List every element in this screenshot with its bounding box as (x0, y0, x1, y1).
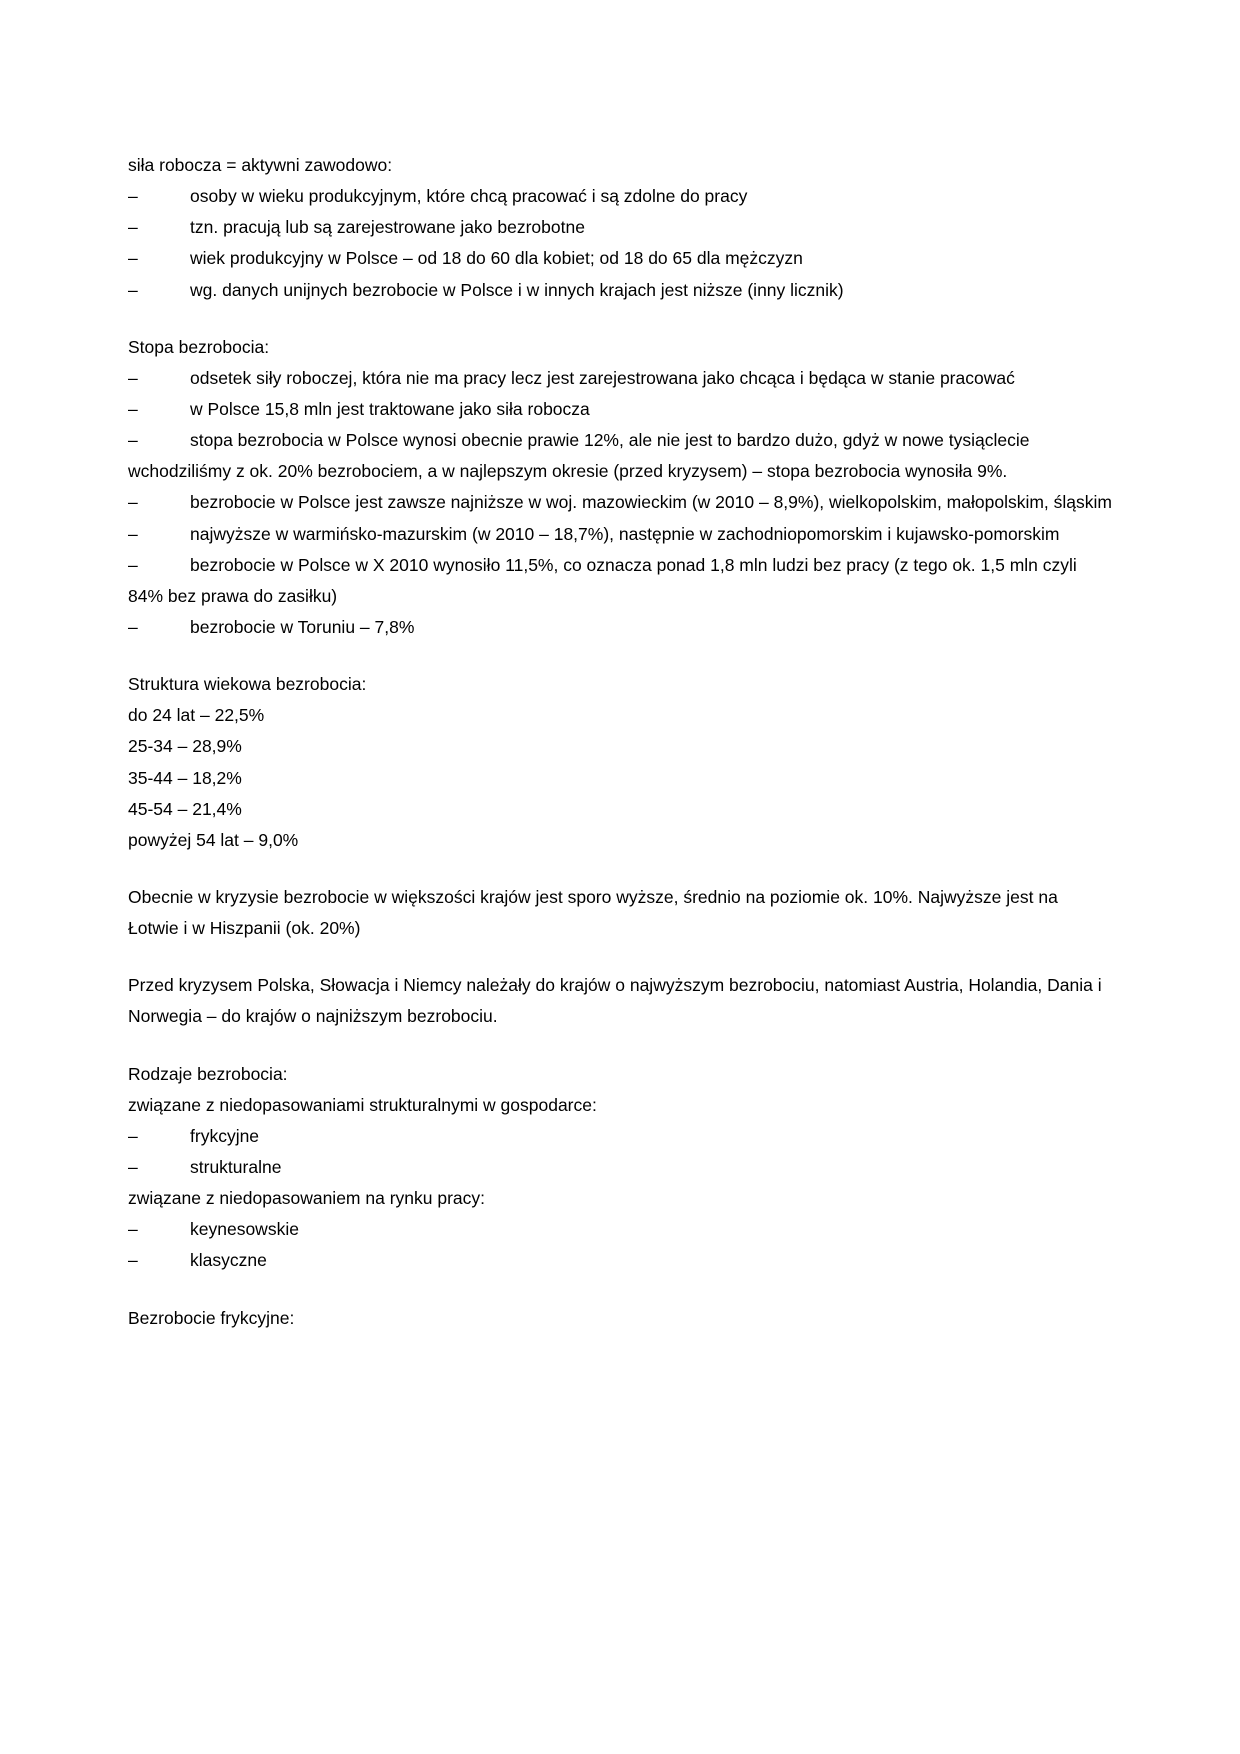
list-item (128, 612, 1112, 643)
list-item (128, 425, 1112, 487)
paragraph-kryzys: Obecnie w kryzysie bezrobocie w większości krajów jest sporo wyższe, średnio na poziomie ok. 10%. Najwyższe jest na Łotwie i w Hiszpanii (ok. 20%) (128, 886, 1058, 939)
list-item (128, 212, 1112, 243)
list-item (128, 1214, 1112, 1245)
list-item-text: tzn. pracują lub są zarejestrowane jako bezrobotne (190, 217, 585, 238)
list-item-text: keynesowskie (190, 1219, 299, 1240)
dash-marker: – (128, 279, 138, 300)
list-item (128, 1152, 1112, 1183)
dash-marker: – (128, 1250, 138, 1271)
dash-marker: – (128, 1219, 138, 1240)
spacer (128, 306, 1112, 332)
list-item-text: osoby w wieku produkcyjnym, które chcą pracować i są zdolne do pracy (190, 186, 748, 207)
dash-marker: – (128, 217, 138, 238)
dash-marker: – (128, 430, 138, 451)
list-item-text: bezrobocie w Toruniu – 7,8% (190, 616, 415, 637)
list-item-text: w Polsce 15,8 mln jest traktowane jako siła robocza (190, 398, 590, 419)
heading-bezrobocie-frykcyjne: Bezrobocie frykcyjne: (128, 1307, 295, 1328)
list-item (128, 363, 1112, 394)
list-item (128, 243, 1112, 274)
dash-marker: – (128, 186, 138, 207)
heading-struktura-wiekowa: Struktura wiekowa bezrobocia: (128, 674, 367, 695)
list-item-text: stopa bezrobocia w Polsce wynosi obecnie prawie 12%, ale nie jest to bardzo dużo, gdyż w nowe tysiąclecie wchodziliśmy z ok. 20% bezrobociem, a w najlepszym okresie (przed kryzysem) – stopa bezrobocia wynosiła 9%. (128, 430, 1030, 482)
struktura-line: 45-54 – 21,4% (128, 798, 242, 819)
dash-marker: – (128, 523, 138, 544)
dash-marker: – (128, 398, 138, 419)
list-item-text: wiek produkcyjny w Polsce – od 18 do 60 dla kobiet; od 18 do 65 dla mężczyzn (190, 248, 803, 269)
list-item-text: odsetek siły roboczej, która nie ma pracy lecz jest zarejestrowana jako chcąca i będąca w stanie pracować (190, 367, 1015, 388)
heading-stopa-bezrobocia: Stopa bezrobocia: (128, 336, 270, 357)
heading-sila-robocza: siła robocza = aktywni zawodowo: (128, 155, 393, 175)
list-item (128, 275, 1112, 306)
spacer (128, 1277, 1112, 1303)
list-item (128, 1121, 1112, 1152)
dash-marker: – (128, 1125, 138, 1146)
struktura-line: powyżej 54 lat – 9,0% (128, 829, 299, 850)
list-item-text: frykcyjne (190, 1125, 260, 1146)
struktura-line: 25-34 – 28,9% (128, 736, 242, 757)
dash-marker: – (128, 554, 138, 575)
document-body (128, 150, 1112, 1334)
spacer (128, 944, 1112, 970)
list-item (128, 550, 1112, 612)
dash-marker: – (128, 492, 138, 513)
list-item-text: najwyższe w warmińsko-mazurskim (w 2010 – 18,7%), następnie w zachodniopomorskim i kujawsko-pomorskim (190, 523, 1060, 544)
dash-marker: – (128, 367, 138, 388)
subheading-niedopasowanie-rynek-pracy: związane z niedopasowaniem na rynku pracy: (128, 1188, 485, 1209)
struktura-line: do 24 lat – 22,5% (128, 705, 265, 726)
list-item-text: bezrobocie w Polsce jest zawsze najniższe w woj. mazowieckim (w 2010 – 8,9%), wielkopolskim, małopolskim, śląskim (190, 492, 1112, 513)
list-item (128, 487, 1112, 518)
list-item-text: bezrobocie w Polsce w X 2010 wynosiło 11,5%, co oznacza ponad 1,8 mln ludzi bez pracy (z tego ok. 1,5 mln czyli 84% bez prawa do zasiłku) (128, 554, 1077, 606)
list-item-text: wg. danych unijnych bezrobocie w Polsce i w innych krajach jest niższe (inny licznik) (190, 279, 844, 300)
list-item (128, 519, 1112, 550)
paragraph-przed-kryzysem: Przed kryzysem Polska, Słowacja i Niemcy należały do krajów o najwyższym bezrobociu, natomiast Austria, Holandia, Dania i Norwegia – do krajów o najniższym bezrobociu. (128, 975, 1102, 1027)
dash-marker: – (128, 616, 138, 637)
list-item-text: klasyczne (190, 1250, 267, 1271)
subheading-niedopasowania-strukturalne: związane z niedopasowaniami strukturalnymi w gospodarce: (128, 1094, 597, 1115)
list-item (128, 181, 1112, 212)
dash-marker: – (128, 1156, 138, 1177)
list-item (128, 394, 1112, 425)
spacer (128, 643, 1112, 669)
spacer (128, 856, 1112, 882)
list-item-text: strukturalne (190, 1156, 282, 1177)
struktura-line: 35-44 – 18,2% (128, 767, 242, 788)
spacer (128, 1033, 1112, 1059)
heading-rodzaje-bezrobocia: Rodzaje bezrobocia: (128, 1063, 288, 1084)
dash-marker: – (128, 248, 138, 269)
list-item (128, 1245, 1112, 1276)
